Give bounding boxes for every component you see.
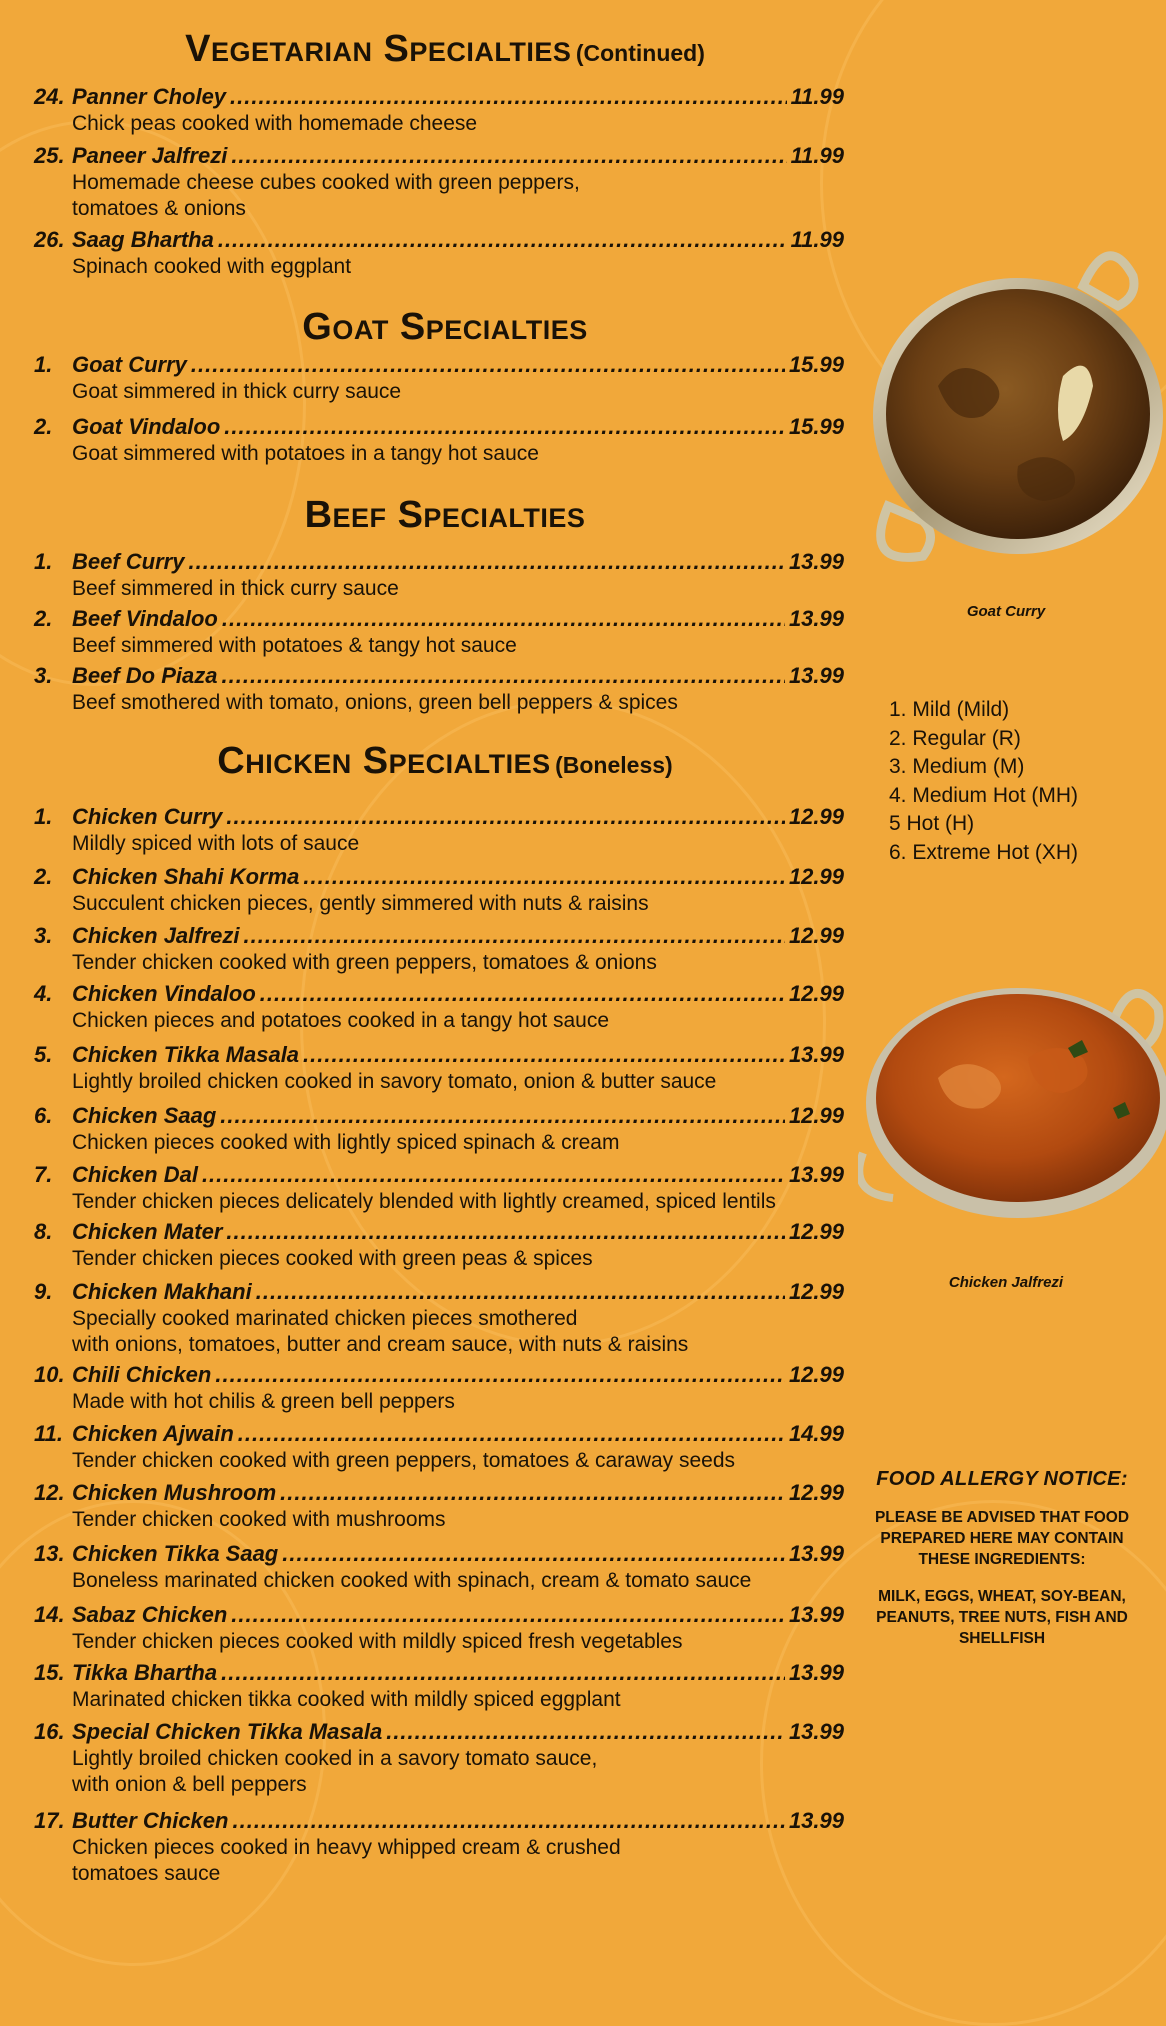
menu-item-line	[34, 1808, 844, 1834]
menu-item-description-line: Tender chicken cooked with green peppers, tomatoes & caraway seeds	[72, 1449, 736, 1472]
menu-item-name: Paneer Jalfrezi	[72, 143, 228, 168]
menu-item-description-line: Tender chicken pieces cooked with mildly spiced fresh vegetables	[72, 1630, 683, 1653]
menu-item-description-line: Tender chicken cooked with mushrooms	[72, 1508, 446, 1531]
menu-item-name: Beef Vindaloo	[72, 606, 218, 631]
menu-item-name: Chicken Tikka Saag	[72, 1541, 279, 1566]
menu-item-price: 12.99	[788, 1362, 844, 1387]
menu-item	[34, 1602, 844, 1655]
menu-item-name: Goat Vindaloo	[72, 414, 221, 439]
menu-item	[34, 549, 844, 602]
menu-item	[34, 1042, 844, 1095]
menu-item-number: 12.	[34, 1480, 65, 1505]
menu-item-description	[34, 1448, 844, 1474]
menu-item-price: 13.99	[788, 549, 844, 574]
menu-item-description	[34, 891, 844, 917]
beef-heading	[0, 494, 890, 537]
menu-item-line	[34, 1421, 844, 1447]
menu-item-line	[34, 414, 844, 440]
menu-item-description-line: Chick peas cooked with homemade cheese	[72, 112, 478, 135]
menu-item-description	[34, 1507, 844, 1533]
menu-item-number: 7.	[34, 1162, 53, 1187]
dot-leader	[232, 1808, 784, 1834]
dot-leader	[202, 1162, 785, 1188]
menu-item-name: Chicken Saag	[72, 1103, 217, 1128]
menu-item-name: Chicken Jalfrezi	[72, 923, 240, 948]
menu-item-description-line: Chicken pieces cooked in heavy whipped cream & crushed	[72, 1836, 621, 1859]
menu-item-name: Chicken Mater	[72, 1219, 223, 1244]
dot-leader	[231, 1602, 785, 1628]
menu-item	[34, 1162, 844, 1215]
menu-item-line	[34, 1660, 844, 1686]
dot-leader	[303, 1042, 785, 1068]
menu-item-description	[34, 170, 844, 222]
spice-level-item: 4. Medium Hot (MH)	[889, 783, 1079, 807]
menu-item-price: 13.99	[788, 1808, 844, 1833]
dot-leader	[231, 143, 786, 169]
menu-item-description	[34, 1069, 844, 1095]
menu-item-line	[34, 1103, 844, 1129]
menu-item-description-line: Spinach cooked with eggplant	[72, 255, 352, 278]
menu-item-description	[34, 254, 844, 280]
dot-leader	[238, 1421, 785, 1447]
goat-curry-bowl-icon	[868, 236, 1166, 566]
menu-item-description	[34, 831, 844, 857]
chicken-heading-sub: (Boneless)	[555, 752, 673, 778]
menu-item-description	[34, 576, 844, 602]
menu-item	[34, 1103, 844, 1156]
menu-item-description-line: Goat simmered in thick curry sauce	[72, 380, 402, 403]
menu-item-description	[34, 1008, 844, 1034]
menu-item	[34, 1660, 844, 1713]
menu-item-description-line: Beef simmered in thick curry sauce	[72, 577, 399, 600]
dot-leader	[230, 84, 787, 110]
menu-item-description-line: Beef simmered with potatoes & tangy hot sauce	[72, 634, 517, 657]
dot-leader	[220, 1103, 785, 1129]
menu-item-line	[34, 804, 844, 830]
menu-item-line	[34, 352, 844, 378]
menu-item-name: Chicken Curry	[72, 804, 223, 829]
goat-curry-caption: Goat Curry	[966, 603, 1046, 620]
menu-item-name: Chicken Makhani	[72, 1279, 252, 1304]
dot-leader	[224, 414, 785, 440]
dot-leader	[280, 1480, 785, 1506]
menu-item-name: Chicken Dal	[72, 1162, 198, 1187]
menu-item-description-line: Beef smothered with tomato, onions, green bell peppers & spices	[72, 691, 678, 714]
menu-item-price: 12.99	[788, 1103, 844, 1128]
menu-item-description	[34, 1306, 844, 1358]
menu-item-price: 13.99	[788, 606, 844, 631]
menu-item-name: Chicken Tikka Masala	[72, 1042, 300, 1067]
menu-item-number: 5.	[34, 1042, 53, 1067]
menu-item-description	[34, 1568, 844, 1594]
dot-leader	[303, 864, 785, 890]
menu-item-number: 13.	[34, 1541, 65, 1566]
menu-item-price: 11.99	[790, 84, 844, 109]
menu-item-description-line: Marinated chicken tikka cooked with mildly spiced eggplant	[72, 1688, 621, 1711]
menu-item-price: 12.99	[788, 1480, 844, 1505]
menu-item	[34, 1279, 844, 1358]
menu-item-number: 3.	[34, 663, 53, 688]
dot-leader	[386, 1719, 785, 1745]
menu-item-description-line: Chicken pieces cooked with lightly spiced spinach & cream	[72, 1131, 620, 1154]
menu-item-price: 15.99	[788, 414, 844, 439]
menu-item-number: 25.	[34, 143, 65, 168]
menu-item-line	[34, 227, 844, 253]
menu-item-price: 13.99	[788, 1602, 844, 1627]
menu-item-description-line: Succulent chicken pieces, gently simmered with nuts & raisins	[72, 892, 649, 915]
menu-item	[34, 143, 844, 222]
menu-item-line	[34, 1279, 844, 1305]
dot-leader	[226, 1219, 785, 1245]
dot-leader	[226, 804, 785, 830]
menu-item-number: 1.	[34, 804, 53, 829]
menu-item-name: Special Chicken Tikka Masala	[72, 1719, 383, 1744]
chicken-jalfrezi-photo	[858, 978, 1166, 1228]
menu-item-price: 13.99	[788, 1042, 844, 1067]
menu-item-price: 13.99	[788, 1660, 844, 1685]
menu-item-price: 14.99	[788, 1421, 844, 1446]
vegetarian-heading-title: Vegetarian Specialties	[185, 28, 572, 70]
menu-item-description-line: Chicken pieces and potatoes cooked in a tangy hot sauce	[72, 1009, 610, 1032]
menu-item-name: Sabaz Chicken	[72, 1602, 228, 1627]
menu-item	[34, 227, 844, 280]
menu-item	[34, 981, 844, 1034]
menu-item-description-line: Boneless marinated chicken cooked with spinach, cream & tomato sauce	[72, 1569, 752, 1592]
menu-item-price: 12.99	[788, 864, 844, 889]
dot-leader	[215, 1362, 785, 1388]
menu-item-name: Beef Curry	[72, 549, 185, 574]
menu-item-line	[34, 143, 844, 169]
menu-item-description-line: Tender chicken pieces delicately blended with lightly creamed, spiced lentils	[72, 1190, 776, 1213]
menu-item-description	[34, 1835, 844, 1887]
menu-item-line	[34, 1602, 844, 1628]
menu-item-number: 10.	[34, 1362, 65, 1387]
menu-item-description	[34, 1746, 844, 1798]
menu-item-number: 16.	[34, 1719, 65, 1744]
menu-item-number: 17.	[34, 1808, 65, 1833]
menu-item-number: 1.	[34, 352, 53, 377]
menu-item-price: 15.99	[788, 352, 844, 377]
menu-item-description-line: Tender chicken pieces cooked with green peas & spices	[72, 1247, 593, 1270]
menu-item-description-line: with onions, tomatoes, butter and cream sauce, with nuts & raisins	[72, 1333, 689, 1356]
menu-item-description	[34, 441, 844, 467]
menu-item-description-line: Specially cooked marinated chicken pieces smothered	[72, 1307, 578, 1330]
allergy-notice-text: PLEASE BE ADVISED THAT FOOD PREPARED HERE MAY CONTAIN THESE INGREDIENTS:	[874, 1509, 1130, 1568]
allergy-notice	[862, 1468, 1142, 1649]
beef-heading-title: Beef Specialties	[304, 494, 586, 536]
menu-item-description	[34, 1130, 844, 1156]
menu-item	[34, 1808, 844, 1887]
chicken-jalfrezi-bowl-icon	[858, 978, 1166, 1228]
menu-item-price: 11.99	[790, 227, 844, 252]
menu-item-description-line: Mildly spiced with lots of sauce	[72, 832, 360, 855]
chicken-heading-title: Chicken Specialties	[217, 740, 551, 782]
menu-item-price: 12.99	[788, 923, 844, 948]
vegetarian-heading-sub: (Continued)	[575, 40, 705, 66]
goat-heading	[0, 306, 890, 349]
dot-leader	[222, 663, 785, 689]
menu-item-description	[34, 111, 844, 137]
menu-item-description	[34, 1189, 844, 1215]
menu-item	[34, 663, 844, 716]
menu-item-price: 13.99	[788, 1162, 844, 1187]
menu-item-number: 15.	[34, 1660, 65, 1685]
vegetarian-heading	[0, 28, 890, 71]
menu-item-description-line: Homemade cheese cubes cooked with green peppers,	[72, 171, 580, 194]
menu-item-line	[34, 1219, 844, 1245]
menu-item	[34, 804, 844, 857]
dot-leader	[218, 227, 787, 253]
menu-item-price: 12.99	[788, 804, 844, 829]
menu-item-name: Panner Choley	[72, 84, 227, 109]
menu-item-name: Chicken Vindaloo	[72, 981, 256, 1006]
menu-item-number: 2.	[34, 864, 53, 889]
menu-item-name: Tikka Bhartha	[72, 1660, 218, 1685]
spice-level-item: 3. Medium (M)	[889, 755, 1025, 778]
menu-item-description-line: tomatoes sauce	[72, 1862, 221, 1885]
menu-item-description-line: with onion & bell peppers	[72, 1773, 307, 1796]
dot-leader	[282, 1541, 785, 1567]
goat-curry-photo	[868, 236, 1166, 566]
menu-item-line	[34, 663, 844, 689]
menu-item-number: 26.	[34, 227, 65, 252]
menu-item-name: Saag Bhartha	[72, 227, 214, 252]
menu-item	[34, 1480, 844, 1533]
menu-item-description	[34, 1389, 844, 1415]
menu-item-number: 1.	[34, 549, 53, 574]
spice-level-item: 6. Extreme Hot (XH)	[889, 840, 1079, 864]
menu-item	[34, 1421, 844, 1474]
menu-item-price: 11.99	[790, 143, 844, 168]
menu-item-description	[34, 1246, 844, 1272]
menu-item	[34, 864, 844, 917]
dot-leader	[256, 1279, 785, 1305]
menu-item	[34, 1541, 844, 1594]
menu-item-line	[34, 1541, 844, 1567]
menu-item	[34, 1219, 844, 1272]
menu-item-number: 6.	[34, 1103, 53, 1128]
menu-item-number: 24.	[34, 84, 65, 109]
menu-item-price: 13.99	[788, 1719, 844, 1744]
spice-level-item: 2. Regular (R)	[889, 726, 1021, 750]
allergen-list: MILK, EGGS, WHEAT, SOY-BEAN, PEANUTS, TREE NUTS, FISH AND SHELLFISH	[876, 1588, 1128, 1647]
chicken-jalfrezi-caption: Chicken Jalfrezi	[948, 1274, 1064, 1291]
menu-item-line	[34, 84, 844, 110]
menu-item-price: 12.99	[788, 981, 844, 1006]
menu-item-description	[34, 1629, 844, 1655]
menu-item-description	[34, 379, 844, 405]
menu-item-line	[34, 981, 844, 1007]
menu-item	[34, 923, 844, 976]
menu-item-description-line: Tender chicken cooked with green peppers, tomatoes & onions	[72, 951, 657, 974]
menu-item-description-line: Goat simmered with potatoes in a tangy hot sauce	[72, 442, 539, 465]
menu-item-description	[34, 950, 844, 976]
dot-leader	[221, 1660, 785, 1686]
menu-item-description-line: tomatoes & onions	[72, 197, 246, 220]
spice-level-list	[889, 696, 1159, 867]
menu-item-line	[34, 1042, 844, 1068]
dot-leader	[222, 606, 785, 632]
menu-item-price: 12.99	[788, 1279, 844, 1304]
menu-item-number: 8.	[34, 1219, 53, 1244]
menu-item	[34, 1362, 844, 1415]
dot-leader	[260, 981, 785, 1007]
spice-level-item: 1. Mild (Mild)	[889, 698, 1010, 721]
menu-item-number: 14.	[34, 1602, 65, 1627]
menu-item	[34, 414, 844, 467]
menu-item-number: 4.	[34, 981, 53, 1006]
menu-item-description-line: Lightly broiled chicken cooked in savory tomato, onion & butter sauce	[72, 1070, 717, 1093]
menu-item-description-line: Lightly broiled chicken cooked in a savory tomato sauce,	[72, 1747, 598, 1770]
menu-item-name: Butter Chicken	[72, 1808, 229, 1833]
chicken-heading	[0, 740, 890, 783]
menu-item-number: 11.	[34, 1421, 63, 1446]
menu-item-price: 13.99	[788, 1541, 844, 1566]
dot-leader	[244, 923, 785, 949]
spice-level-item: 5 Hot (H)	[889, 812, 975, 835]
menu-item-line	[34, 923, 844, 949]
menu-item-line	[34, 864, 844, 890]
menu-item-line	[34, 1362, 844, 1388]
menu-item-name: Chicken Ajwain	[72, 1421, 234, 1446]
menu-item-description	[34, 1687, 844, 1713]
menu-item-line	[34, 1719, 844, 1745]
menu-item-price: 12.99	[788, 1219, 844, 1244]
menu-item	[34, 84, 844, 137]
menu-item-line	[34, 606, 844, 632]
goat-heading-title: Goat Specialties	[302, 306, 588, 348]
allergy-notice-title: FOOD ALLERGY NOTICE:	[876, 1468, 1128, 1490]
dot-leader	[188, 549, 784, 575]
menu-item	[34, 606, 844, 659]
menu-item-name: Beef Do Piaza	[72, 663, 218, 688]
menu-item-number: 3.	[34, 923, 53, 948]
menu-item-name: Chili Chicken	[72, 1362, 212, 1387]
menu-item-description	[34, 633, 844, 659]
menu-item-line	[34, 549, 844, 575]
menu-item-price: 13.99	[788, 663, 844, 688]
menu-item-number: 9.	[34, 1279, 53, 1304]
menu-item-description-line: Made with hot chilis & green bell peppers	[72, 1390, 455, 1413]
menu-item-name: Chicken Mushroom	[72, 1480, 277, 1505]
menu-item-description	[34, 690, 844, 716]
menu-item-line	[34, 1480, 844, 1506]
menu-item	[34, 1719, 844, 1798]
menu-item-name: Goat Curry	[72, 352, 187, 377]
menu-item-number: 2.	[34, 606, 53, 631]
menu-item-name: Chicken Shahi Korma	[72, 864, 300, 889]
menu-item-line	[34, 1162, 844, 1188]
dot-leader	[191, 352, 785, 378]
menu-item-number: 2.	[34, 414, 53, 439]
menu-item	[34, 352, 844, 405]
